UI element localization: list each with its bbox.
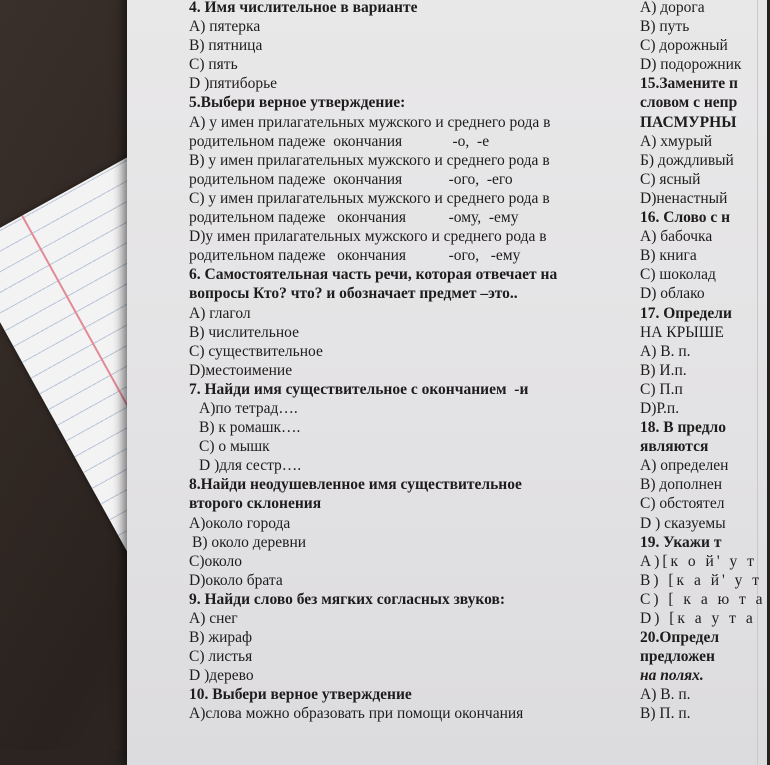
right-column [640,0,770,724]
right-column-line: А)[к о й' у т [640,552,757,570]
right-column-line: на полях. [640,667,704,685]
right-column-line: D)ненастный [640,189,728,207]
right-column-line: 19. Укажи т [640,533,722,551]
left-column-line: 9. Найди слово без мягких согласных звуков: [189,590,506,608]
right-column-line: 20.Определ [640,629,720,647]
right-column-line: В) П. п. [640,705,691,723]
left-column-line: В) около деревни [192,533,307,551]
right-column-line: В) дополнен [640,476,723,494]
right-column-line: 17. Определи [640,304,732,322]
right-column-line: являются [640,438,709,456]
left-column-line: А)по тетрад…. [199,399,298,417]
right-column-line: 15.Замените п [640,75,738,93]
left-column-line: В) к ромашк…. [199,419,301,437]
right-column-line: НА КРЫШЕ [640,323,724,341]
right-column-line: В) [к а й' у т [640,571,763,589]
left-column [189,0,619,724]
right-column-line: ПАСМУРНЫ [640,113,737,131]
left-column-line: С) существительное [189,342,323,360]
right-column-line: С) обстоятел [640,495,725,513]
right-column-line: 16. Слово с н [640,209,731,227]
left-column-line: родительном падеже окончания -ому, -ему [189,209,519,227]
right-column-line: А) хмурый [640,132,712,150]
right-column-line: D) подорожник [640,56,742,74]
left-column-line: А) у имен прилагательных мужского и среднего рода в [189,113,551,131]
right-column-line: С) П.п [640,380,683,398]
left-column-line: С) о мышк [199,438,270,456]
left-column-line: В) у имен прилагательных мужского и среднего рода в [189,151,550,169]
left-column-line: 5.Выбери верное утверждение: [189,94,406,112]
right-column-line: С) [ к а ю т а [640,590,766,608]
left-column-line: D )пятиборье [189,75,278,93]
right-column-line: В) путь [640,18,690,36]
left-column-line: родительном падеже окончания -о, -е [189,132,490,150]
left-column-line: 7. Найди имя существительное с окончанием -и [189,380,529,398]
right-column-line: D) облако [640,285,705,303]
right-column-line: А) определен [640,457,729,475]
right-column-line: С) шоколад [640,266,716,284]
left-column-line: 6. Самостоятельная часть речи, которая отвечает на [189,266,558,284]
left-column-line: 4. Имя числительное в варианте [189,0,418,16]
left-column-line: С) листья [189,648,253,666]
left-column-line: С) пять [189,56,238,74]
left-column-line: родительном падеже окончания -ого, -ему [189,247,521,265]
left-column-line: D)местоимение [189,361,293,379]
left-column-line: вопросы Кто? что? и обозначает предмет –это.. [189,285,518,303]
right-column-line: D)Р.п. [640,399,680,417]
right-column-line: Б) дождливый [640,151,734,169]
left-column-line: D )дерево [189,667,254,685]
left-column-line: А)около города [189,514,291,532]
right-column-line: А) В. п. [640,342,691,360]
left-column-line: D )для сестр…. [199,457,302,475]
left-column-line: А)слова можно образовать при помощи окончания [189,705,524,723]
right-column-line: 18. В предло [640,419,726,437]
right-column-line: А) В. п. [640,686,691,704]
left-column-line: В) числительное [189,323,299,341]
left-column-line: родительном падеже окончания -ого, -его [189,170,513,188]
left-column-line: А) снег [189,610,238,627]
right-column-line: А) дорога [640,0,705,16]
left-column-line: В) пятница [189,37,263,55]
left-column-line: 10. Выбери верное утверждение [189,686,412,704]
right-column-line: D ) сказуемы [640,514,726,532]
right-column-line: D) [к а у т а [640,610,756,627]
right-column-line: словом с непр [640,94,738,112]
right-column-line: А) бабочка [640,228,713,246]
left-column-line: А) пятерка [189,18,261,36]
right-column-line: предложен [640,648,715,666]
left-column-line: С)около [189,552,243,570]
left-column-line: 8.Найди неодушевленное имя существительное [189,476,522,494]
right-column-line: С) ясный [640,170,701,188]
left-column-line: В) жираф [189,629,253,647]
right-column-line: В) книга [640,247,697,265]
right-column-line: В) И.п. [640,361,687,379]
left-column-line: А) глагол [189,304,251,322]
left-column-line: D)около брата [189,571,283,589]
left-column-line: D)у имен прилагательных мужского и среднего рода в [189,228,547,246]
left-column-line: второго склонения [189,495,322,513]
left-column-line: С) у имен прилагательных мужского и среднего рода в [189,189,550,207]
right-column-line: С) дорожный [640,37,728,55]
